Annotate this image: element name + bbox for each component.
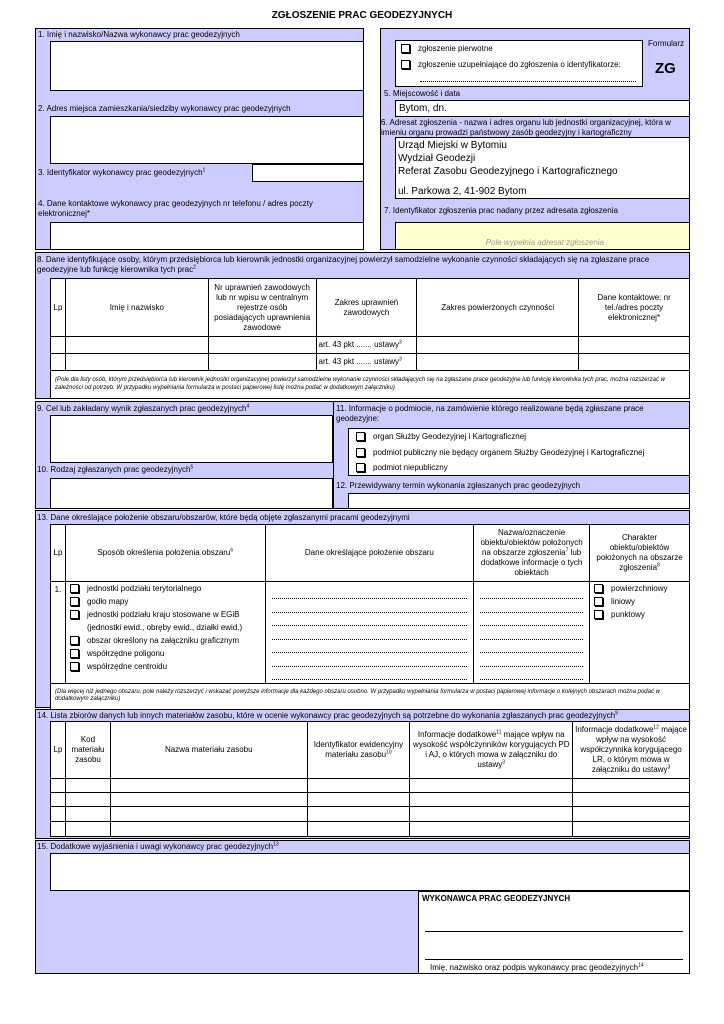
table-row[interactable]: [51, 779, 690, 793]
object-lines[interactable]: [474, 582, 590, 684]
table-row[interactable]: [51, 582, 690, 684]
col-scope: Zakres uprawnień zawodowych: [316, 279, 417, 337]
form-label: Formularz: [648, 39, 685, 48]
character-option[interactable]: punktowy: [594, 610, 685, 623]
s1-label: 1. Imię i nazwisko/Nazwa wykonawcy prac geodezyjnych: [38, 30, 240, 39]
checkbox[interactable]: [70, 636, 79, 645]
s3-label: 3. Identyfikator wykonawcy prac geodezyjnych$^1$: [38, 167, 206, 177]
s13-note: (Dla więcej niż jednego obszaru, pole należy rozszerzyć i wskazać powyższe informacje dla każdego obszaru osobno. W przypadku wypełniania formularza w postaci papierowej informacje o kolejnych obszarach można podać w dodatkowym załączniku): [55, 688, 660, 702]
divider: [333, 401, 334, 509]
client-option-private[interactable]: podmiot niepubliczny: [356, 463, 448, 473]
method-option[interactable]: jednostki podziału terytorialnego: [70, 584, 261, 597]
addressee-line-1: Urząd Miejski w Bytomiu: [398, 140, 507, 151]
page-title: ZGŁOSZENIE PRAC GEODEZYJNYCH: [271, 10, 453, 21]
applicant-contact-field[interactable]: [50, 222, 364, 250]
checkbox[interactable]: [594, 597, 603, 606]
col-location: Dane określające położenie obszaru: [265, 525, 474, 582]
work-type-field[interactable]: [50, 478, 333, 509]
col-name: Imię i nazwisko: [65, 279, 208, 337]
signature-title: WYKONAWCA PRAC GEODEZYJNYCH: [422, 894, 571, 903]
row-number: 1.: [51, 582, 66, 684]
col-material-id: Identyfikator ewidencyjny materiału zasobu$^{10}$: [307, 722, 410, 779]
checkbox[interactable]: [70, 597, 79, 606]
persons-table: [50, 278, 690, 399]
applicant-address-field[interactable]: [50, 116, 364, 164]
s8-note: (Pole dla listy osób, którym przedsiębiorca lub kierownik jednostki organizacyjnej powierzył samodzielne wykonanie czynności składających się na zgłaszane prace geodezyjne lub funkcję kierownika tych prac, można rozszerzać w zależności od potrzeb. W przypadku wypełniania formularza w postaci papierowej listę można podać w dodatkowym załączniku): [55, 377, 665, 391]
character-options: [590, 582, 690, 684]
method-option[interactable]: współrzędne centroidu: [70, 662, 261, 675]
goal-field[interactable]: [50, 415, 333, 463]
col-lp: Lp: [51, 722, 66, 779]
addressee-line-2: Wydział Geodezji: [398, 153, 476, 164]
s12-label: 12. Przewidywany termin wykonania zgłaszanych prac geodezyjnych: [336, 481, 581, 490]
col-license: Nr uprawnień zawodowych lub nr wpisu w centralnym rejestrze osób posiadających uprawnienia zawodowe: [208, 279, 316, 337]
col-info-pd: Informacje dodatkowe$^{11}$ mające wpływ na wysokość współczynników korygujących PD i AJ, o których mowa w załączniku do ustawy$^3$: [410, 722, 573, 779]
s15-label: 15. Dodatkowe wyjaśnienia i uwagi wykonawcy prac geodezyjnych$^{13}$: [37, 841, 279, 851]
admin-placeholder: Pole wypełnia adresat zgłoszenia: [485, 238, 604, 247]
method-option[interactable]: współrzędne poligonu: [70, 649, 261, 662]
materials-table: [50, 721, 690, 837]
deadline-field[interactable]: [348, 493, 690, 509]
method-options: [65, 582, 265, 684]
character-option[interactable]: powierzchniowy: [594, 584, 685, 597]
col-info-lr: Informacje dodatkowe$^{12}$ mające wpływ na wysokość współczynnika korygującego LR, o którym mowa w załączniku do ustawy$^3$: [573, 722, 690, 779]
art-ref: art. 43 pkt ....... ustawy$^3$: [316, 337, 417, 354]
checkbox[interactable]: [70, 584, 79, 593]
character-option[interactable]: liniowy: [594, 597, 685, 610]
s5-label: 5. Miejscowość i data: [384, 89, 461, 98]
col-lp: Lp: [51, 279, 66, 337]
checkbox[interactable]: [401, 60, 410, 69]
checkbox[interactable]: [401, 44, 410, 53]
signature-line: [425, 931, 683, 932]
location-lines[interactable]: [265, 582, 474, 684]
signature-line: [425, 959, 683, 960]
col-code: Kod materiału zasobu: [65, 722, 110, 779]
col-contact: Dane kontaktowe: nr tel./adres poczty elektronicznej*: [579, 279, 690, 337]
supplement-id-line: [420, 81, 636, 82]
applicant-name-field[interactable]: [50, 41, 364, 91]
notification-id-field: [395, 222, 690, 250]
col-tasks: Zakres powierzonych czynności: [417, 279, 579, 337]
method-option[interactable]: jednostki podziału kraju stosowane w EGiB: [70, 610, 261, 623]
col-method: Sposób określenia położenia obszaru$^6$: [65, 525, 265, 582]
addressee-field[interactable]: [395, 137, 690, 199]
checkbox[interactable]: [70, 610, 79, 619]
client-option-public[interactable]: podmiot publiczny nie będący organem Służby Geodezyjnej i Kartograficznej: [356, 448, 644, 458]
table-row[interactable]: [51, 807, 690, 822]
client-option-gugik[interactable]: organ Służby Geodezyjnej i Kartograficznej: [356, 432, 526, 442]
remarks-field[interactable]: [50, 853, 690, 891]
checkbox[interactable]: [594, 610, 603, 619]
addressee-line-4: ul. Parkowa 2, 41-902 Bytom: [398, 186, 527, 197]
col-material-name: Nazwa materiału zasobu: [110, 722, 307, 779]
form-code: ZG: [655, 60, 676, 77]
checkbox[interactable]: [594, 584, 603, 593]
s8-label: 8. Dane identyfikujące osoby, którym przedsiębiorca lub kierownik jednostki organizacyjnej powierzył samodzielne wykonanie czynności składających się na zgłaszane prace geodezyjne lub funkcję kierownika tych prac$^2$: [37, 255, 650, 274]
art-ref: art. 43 pkt ....... ustawy$^3$: [316, 354, 417, 371]
s13-label: 13. Dane określające położenie obszaru/obszarów, które będą objęte zgłaszanymi pracami geodezyjnymi: [37, 513, 410, 522]
place-date-field[interactable]: Bytom, dn.: [395, 100, 690, 117]
method-option-note: (jednostki ewid., obręby ewid., działki ewid.): [86, 623, 243, 632]
checkbox[interactable]: [356, 448, 365, 457]
area-table: [50, 524, 690, 710]
s7-label: 7. Identyfikator zgłoszenia prac nadany przez adresata zgłoszenia: [384, 206, 618, 215]
s10-label: 10. Rodzaj zgłaszanych prac geodezyjnych$^5$: [37, 464, 194, 474]
s8-note-cell: [51, 371, 690, 399]
checkbox[interactable]: [356, 432, 365, 441]
checkbox[interactable]: [70, 649, 79, 658]
checkbox[interactable]: [356, 463, 365, 472]
supplement-notification-option[interactable]: zgłoszenie uzupełniające do zgłoszenia o identyfikatorze:: [401, 60, 621, 70]
first-notification-option[interactable]: zgłoszenie pierwotne: [401, 44, 493, 54]
addressee-line-3: Referat Zasobu Geodezyjnego i Kartograficznego: [398, 166, 618, 177]
s11-label: 11. Informacje o podmiocie, na zamówienie którego realizowane będą zgłaszane prace geodezyjne:: [336, 404, 644, 423]
checkbox[interactable]: [70, 662, 79, 671]
applicant-id-field[interactable]: [252, 164, 364, 182]
s13-note-cell: [51, 683, 690, 709]
col-objects: Nazwa/oznaczenie obiektu/obiektów położonych na obszarze zgłoszenia$^7$ lub dodatkowe informacje o tych obiektach: [474, 525, 590, 582]
s2-label: 2. Adres miejsca zamieszkania/siedziby wykonawcy prac geodezyjnych: [38, 104, 291, 113]
signature-caption: Imię, nazwisko oraz podpis wykonawcy prac geodezyjnych$^{14}$: [430, 962, 644, 972]
table-row[interactable]: [51, 337, 690, 354]
s4-label: 4. Dane kontaktowe wykonawcy prac geodezyjnych nr telefonu / adres poczty elektronicznej*: [38, 199, 313, 218]
table-row[interactable]: [51, 354, 690, 371]
method-option[interactable]: godło mapy: [70, 597, 261, 610]
s14-label: 14. Lista zbiorów danych lub innych materiałów zasobu, które w ocenie wykonawcy prac geodezyjnych są potrzebne do wykonania zgłaszanych prac geodezyjnych$^9$: [37, 710, 618, 720]
s9-label: 9. Cel lub zakładany wynik zgłaszanych prac geodezyjnych$^4$: [37, 403, 250, 413]
s6-label: 6. Adresat zgłoszenia - nazwa i adres organu lub jednostki organizacyjnej, która w imieniu organu prowadzi państwowy zasób geodezyjny i kartograficzny: [381, 118, 671, 137]
table-row[interactable]: [51, 793, 690, 807]
table-row[interactable]: [51, 822, 690, 837]
col-character: Charakter obiektu/obiektów położonych na obszarze zgłoszenia$^8$: [590, 525, 690, 582]
col-lp: Lp: [51, 525, 66, 582]
method-option[interactable]: obszar określony na załączniku graficznym: [70, 636, 261, 649]
